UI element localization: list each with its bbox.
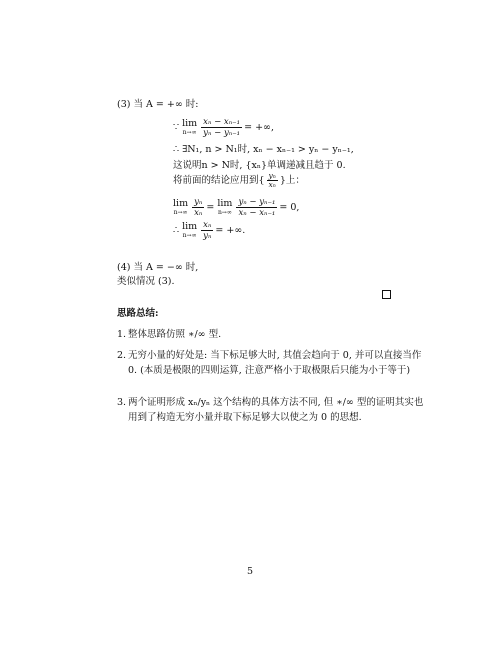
fraction-numerator: yₙ − yₙ₋₁ (238, 197, 276, 207)
lim-subscript: n→∞ (182, 129, 197, 136)
limit-line-1 (173, 117, 274, 138)
fraction-numerator: yₙ (194, 197, 203, 207)
monotone-decreasing-line: 这说明n > N时, {xₙ}单调递减且趋于 0. (173, 160, 346, 171)
fraction-numerator: yₙ (268, 171, 276, 180)
equals-sign: = (206, 202, 215, 213)
lim-word: lim (173, 198, 189, 209)
fraction-numerator: xₙ − xₙ₋₁ (203, 117, 241, 127)
equals-zero: = 0, (279, 202, 300, 213)
item-number: 2. (117, 350, 127, 361)
item-number: 1. (117, 329, 127, 340)
fraction-x-over-y-differences (201, 117, 242, 138)
fraction-numerator: xₙ (203, 220, 212, 230)
fraction-denominator: xₙ (268, 180, 276, 189)
because-symbol: ∵ (173, 122, 180, 133)
lim-word: lim (182, 118, 198, 129)
limit-operator (182, 119, 197, 136)
limit-operator (173, 199, 188, 216)
case4-heading: (4) 当 A = −∞ 时, (117, 262, 199, 273)
summary-title: 思路总结: (117, 308, 159, 319)
fraction-denominator: yₙ − yₙ₋₁ (203, 128, 241, 138)
lim-subscript: n→∞ (173, 209, 188, 216)
fraction-y-over-x (192, 197, 204, 218)
fraction-denominator: yₙ (203, 231, 212, 241)
case3-heading: (3) 当 A = +∞ 时: (117, 99, 199, 110)
apply-suffix: }上： (279, 174, 305, 186)
equals-plus-infinity: = +∞. (215, 225, 246, 236)
item-text: 两个证明形成 xₙ/yₙ 这个结构的具体方法不同, 但 ∗/∞ 型的证明其实也用到了构造无穷小量并取下标足够大以使之为 0 的思想. (128, 397, 424, 423)
fraction-denominator: xₙ (194, 208, 203, 218)
limit-operator (217, 199, 232, 216)
fraction-y-over-x-small (267, 172, 278, 189)
lim-word: lim (217, 198, 233, 209)
item-number: 3. (117, 397, 127, 408)
case4-similar-line: 类似情况 (3). (117, 276, 175, 287)
fraction-denominator: xₙ − xₙ₋₁ (238, 208, 276, 218)
limit-line-2 (173, 197, 299, 218)
lim-word: lim (182, 221, 198, 232)
apply-conclusion-line (173, 172, 305, 189)
page-number: 5 (247, 566, 254, 577)
item-text: 无穷小量的好处是: 当下标足够大时, 其值会趋向于 0, 并可以直接当作 0. (本质是极限的四则运算, 注意严格小于取极限后只能为小于等于) (128, 350, 422, 376)
exists-n1-line: ∴ ∃N₁, n > N₁时, xₙ − xₙ₋₁ > yₙ − yₙ₋₁, (173, 144, 354, 155)
item-text: 整体思路仿照 ∗/∞ 型. (128, 329, 222, 340)
lim-subscript: n→∞ (217, 209, 232, 216)
therefore-symbol: ∴ (173, 225, 180, 236)
apply-prefix: 将前面的结论应用到{ (173, 174, 265, 186)
lim-subscript: n→∞ (182, 232, 197, 239)
fraction-x-over-y (201, 220, 213, 241)
limit-line-3 (173, 220, 245, 241)
fraction-y-over-x-differences (236, 197, 277, 218)
limit-operator (182, 222, 197, 239)
equals-plus-infinity: = +∞, (244, 122, 274, 133)
qed-box-icon (382, 290, 391, 299)
